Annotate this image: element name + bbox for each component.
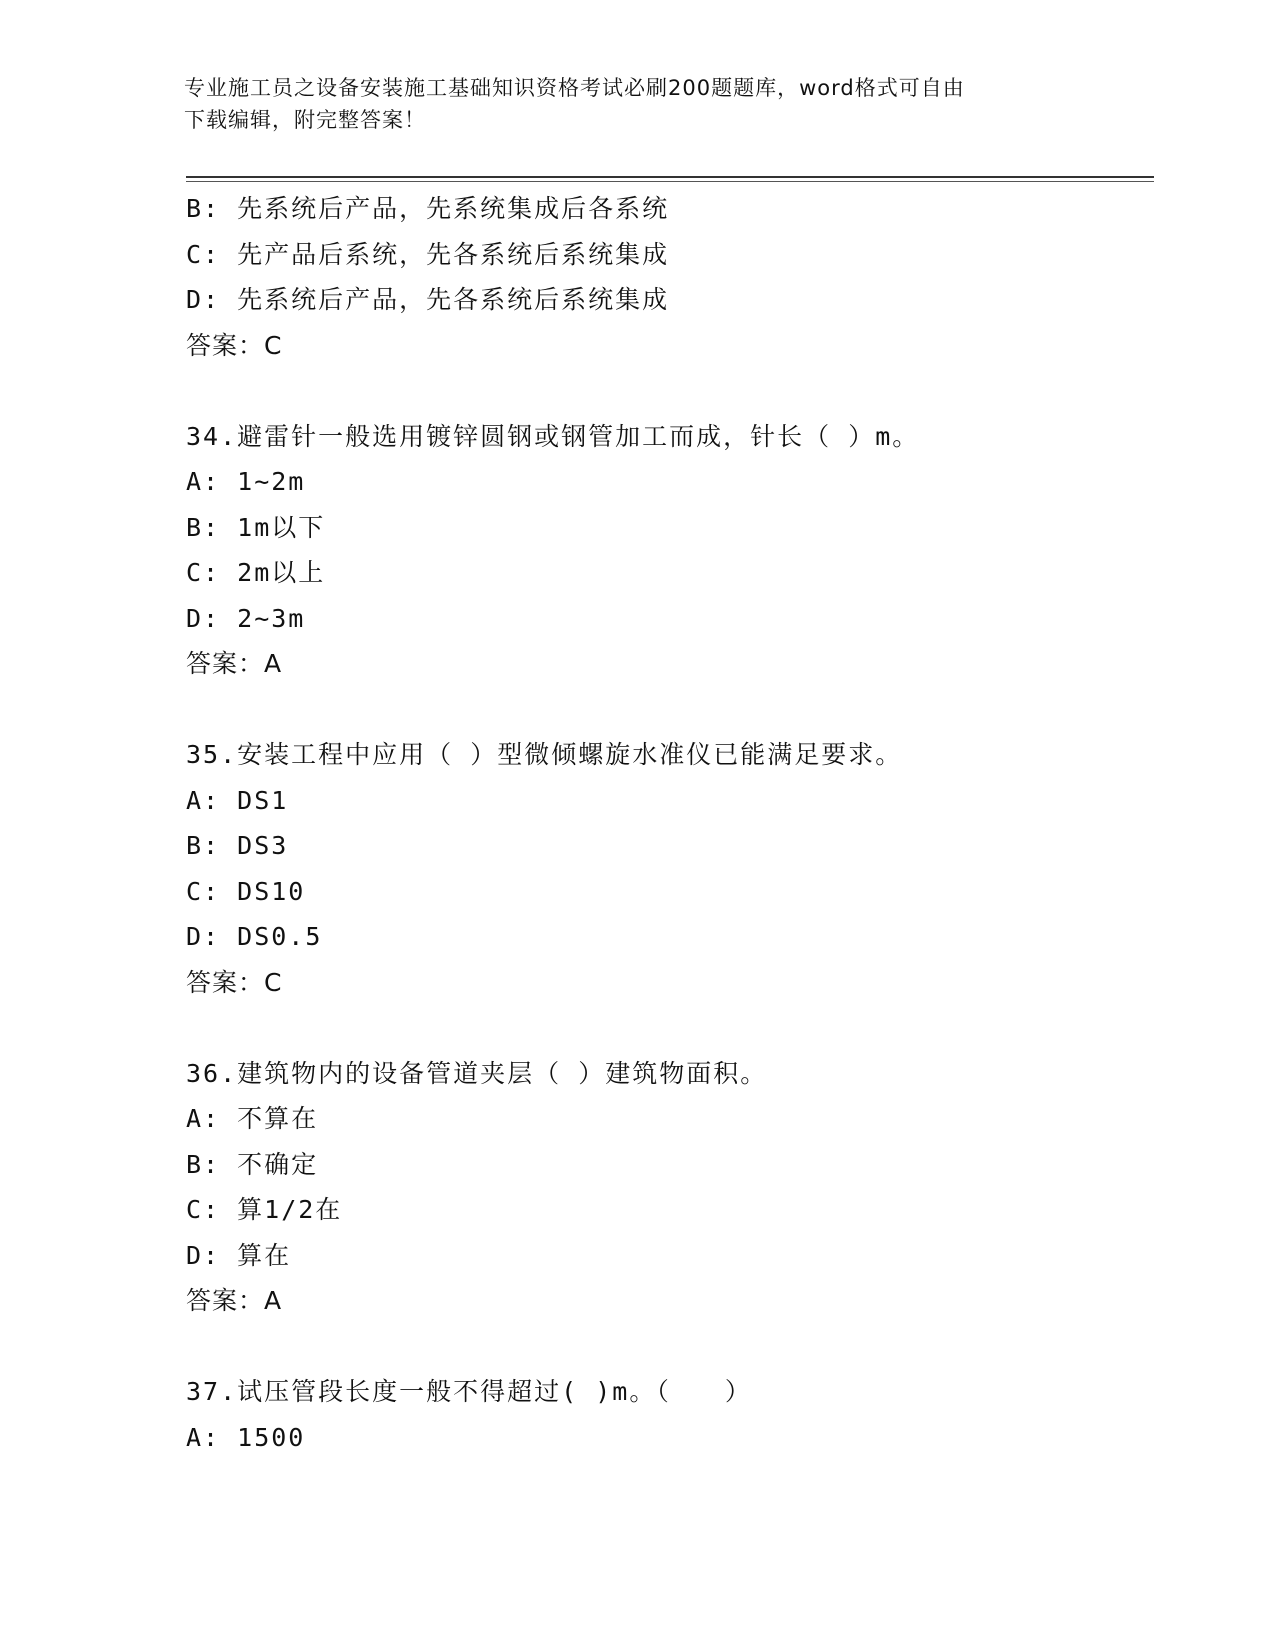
header-divider-thin: [186, 181, 1154, 182]
question-text: 37.试压管段长度一般不得超过( )m。（ ）: [186, 1377, 752, 1406]
option-c: C: 2m以上: [186, 558, 326, 587]
option-b: B: DS3: [186, 831, 289, 860]
answer: 答案：A: [186, 649, 283, 678]
question-34: [186, 414, 1154, 687]
option-a: A: DS1: [186, 785, 289, 815]
option-c: C: 先产品后系统，先各系统后系统集成: [186, 239, 670, 269]
option-b: B: 1m以下: [186, 512, 326, 542]
question-text: 36.建筑物内的设备管道夹层（ ）建筑物面积。: [186, 1058, 768, 1088]
option-a: A: 不算在: [186, 1104, 319, 1133]
answer: 答案：C: [186, 330, 283, 360]
question-text: 34.避雷针一般选用镀锌圆钢或钢管加工而成，针长（ ）m。: [186, 421, 920, 451]
spacer: [186, 368, 1154, 414]
option-d: D: DS0.5: [186, 922, 323, 951]
option-c: C: 算1/2在: [186, 1195, 343, 1224]
question-33-tail: [186, 186, 1154, 368]
option-d: D: 2~3m: [186, 603, 306, 633]
answer: 答案：A: [186, 1286, 283, 1315]
option-b: B: 先系统后产品，先系统集成后各系统: [186, 194, 670, 223]
question-text: 35.安装工程中应用（ ）型微倾螺旋水准仪已能满足要求。: [186, 740, 903, 769]
option-a: A: 1500: [186, 1422, 306, 1452]
answer: 答案：C: [186, 967, 283, 997]
option-a: A: 1~2m: [186, 467, 306, 496]
spacer: [186, 1005, 1154, 1051]
header-divider-thick: [186, 176, 1154, 178]
option-c: C: DS10: [186, 876, 306, 906]
option-d: D: 算在: [186, 1240, 292, 1270]
spacer: [186, 687, 1154, 733]
question-35: [186, 732, 1154, 1005]
document-header: [184, 72, 1064, 136]
option-b: B: 不确定: [186, 1149, 319, 1179]
question-37: [186, 1369, 1154, 1460]
header-line-2: 下载编辑，附完整答案！: [184, 108, 426, 132]
spacer: [186, 1324, 1154, 1370]
option-d: D: 先系统后产品，先各系统后系统集成: [186, 285, 670, 314]
header-line-1: 专业施工员之设备安装施工基础知识资格考试必刷200题题库，word格式可自由: [184, 76, 965, 100]
question-list: [186, 186, 1154, 1460]
question-36: [186, 1051, 1154, 1324]
